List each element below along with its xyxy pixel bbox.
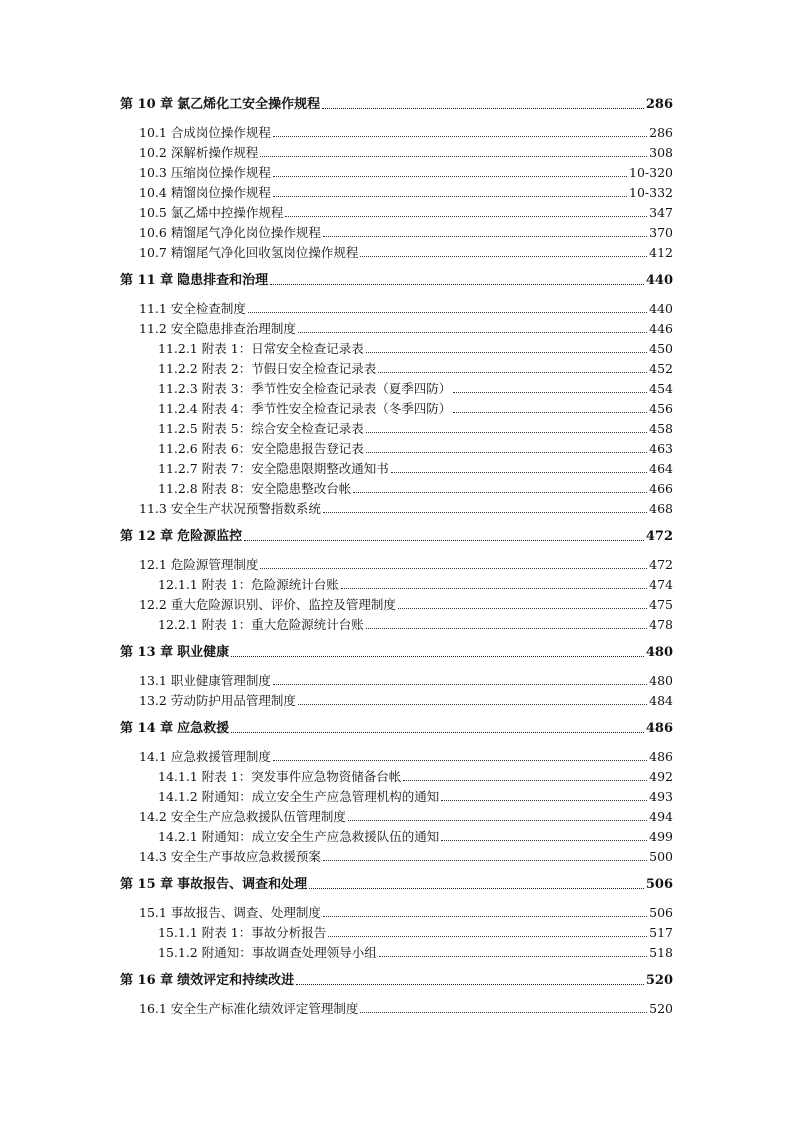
dot-leader bbox=[360, 1012, 647, 1013]
toc-entry-page-number: 475 bbox=[649, 597, 673, 612]
toc-entry-number: 11.2.5 bbox=[158, 421, 198, 436]
toc-entry[interactable] bbox=[158, 925, 673, 941]
toc-entry-title: 附通知：成立安全生产应急救援队伍的通知 bbox=[201, 829, 440, 844]
toc-entry-title: 氯乙烯中控操作规程 bbox=[170, 205, 284, 220]
dot-leader bbox=[323, 916, 647, 917]
toc-entry-title: 安全检查制度 bbox=[170, 301, 246, 316]
toc-entry-number: 11.2.2 bbox=[158, 361, 198, 376]
toc-entry-number: 14.2.1 bbox=[158, 829, 198, 844]
toc-entry-title: 隐患排查和治理 bbox=[177, 273, 269, 288]
dot-leader bbox=[366, 452, 647, 453]
toc-entry[interactable] bbox=[139, 673, 673, 689]
dot-leader bbox=[309, 888, 644, 889]
toc-entry-title: 附表 1：重大危险源统计台账 bbox=[201, 617, 364, 632]
toc-entry-page-number: 347 bbox=[649, 205, 673, 220]
toc-entry-number: 第 13 章 bbox=[120, 645, 174, 660]
dot-leader bbox=[378, 372, 647, 373]
toc-entry-page-number: 520 bbox=[649, 1001, 673, 1016]
toc-entry-page-number: 468 bbox=[649, 501, 673, 516]
dot-leader bbox=[322, 108, 644, 109]
toc-entry-page-number: 520 bbox=[645, 973, 673, 988]
toc-chapter[interactable] bbox=[120, 273, 673, 289]
toc-entry-page-number: 456 bbox=[649, 401, 673, 416]
dot-leader bbox=[273, 176, 627, 177]
toc-entry-number: 11.2.3 bbox=[158, 381, 198, 396]
toc-entry-number: 10.7 bbox=[139, 245, 167, 260]
toc-entry-number: 14.1 bbox=[139, 749, 167, 764]
toc-entry-title: 精馏尾气净化岗位操作规程 bbox=[170, 225, 321, 240]
toc-entry[interactable] bbox=[158, 461, 673, 477]
dot-leader bbox=[231, 656, 644, 657]
toc-entry-title: 应急救援 bbox=[177, 721, 230, 736]
toc-entry[interactable] bbox=[158, 769, 673, 785]
toc-entry-page-number: 10-332 bbox=[629, 185, 673, 200]
dot-leader bbox=[366, 352, 647, 353]
toc-entry[interactable] bbox=[158, 829, 673, 845]
toc-entry[interactable] bbox=[139, 301, 673, 317]
toc-chapter[interactable] bbox=[120, 529, 673, 545]
toc-entry-title: 附表 3：季节性安全检查记录表（夏季四防） bbox=[201, 381, 452, 396]
dot-leader bbox=[403, 780, 647, 781]
toc-chapter[interactable] bbox=[120, 973, 673, 989]
toc-entry-page-number: 440 bbox=[645, 273, 673, 288]
toc-entry-page-number: 463 bbox=[649, 441, 673, 456]
dot-leader bbox=[379, 956, 647, 957]
toc-entry-number: 16.1 bbox=[139, 1001, 167, 1016]
toc-chapter[interactable] bbox=[120, 721, 673, 737]
toc-entry-number: 14.2 bbox=[139, 809, 167, 824]
toc-entry[interactable] bbox=[158, 481, 673, 497]
toc-entry[interactable] bbox=[139, 185, 673, 201]
toc-entry-page-number: 412 bbox=[649, 245, 673, 260]
toc-entry-title: 安全隐患排查治理制度 bbox=[170, 321, 296, 336]
dot-leader bbox=[273, 136, 647, 137]
toc-entry-page-number: 10-320 bbox=[629, 165, 673, 180]
dot-leader bbox=[441, 840, 647, 841]
toc-entry-title: 精馏尾气净化回收氢岗位操作规程 bbox=[170, 245, 359, 260]
toc-entry[interactable] bbox=[139, 145, 673, 161]
toc-entry[interactable] bbox=[139, 245, 673, 261]
toc-entry-title: 安全生产应急救援队伍管理制度 bbox=[170, 809, 346, 824]
toc-entry-title: 重大危险源识别、评价、监控及管理制度 bbox=[170, 597, 396, 612]
toc-entry[interactable] bbox=[139, 321, 673, 337]
toc-entry-page-number: 472 bbox=[645, 529, 673, 544]
toc-entry-number: 12.1 bbox=[139, 557, 167, 572]
toc-entry[interactable] bbox=[139, 809, 673, 825]
toc-entry[interactable] bbox=[158, 945, 673, 961]
toc-entry-title: 安全生产标准化绩效评定管理制度 bbox=[170, 1001, 359, 1016]
dot-leader bbox=[244, 540, 644, 541]
toc-entry-number: 第 15 章 bbox=[120, 877, 174, 892]
toc-entry-number: 14.1.1 bbox=[158, 769, 198, 784]
toc-entry[interactable] bbox=[158, 577, 673, 593]
toc-entry[interactable] bbox=[139, 225, 673, 241]
dot-leader bbox=[328, 936, 647, 937]
toc-entry-number: 10.3 bbox=[139, 165, 167, 180]
toc-entry-number: 11.2.4 bbox=[158, 401, 198, 416]
toc-entry[interactable] bbox=[158, 617, 673, 633]
toc-entry-page-number: 506 bbox=[645, 877, 673, 892]
toc-entry-title: 附表 5：综合安全检查记录表 bbox=[201, 421, 364, 436]
toc-entry[interactable] bbox=[139, 165, 673, 181]
dot-leader bbox=[260, 568, 647, 569]
toc-entry-number: 第 10 章 bbox=[120, 97, 174, 112]
toc-entry-number: 11.3 bbox=[139, 501, 167, 516]
toc-entry-page-number: 480 bbox=[649, 673, 673, 688]
toc-entry-page-number: 446 bbox=[649, 321, 673, 336]
toc-entry-number: 11.2.6 bbox=[158, 441, 198, 456]
toc-entry-title: 绩效评定和持续改进 bbox=[177, 973, 295, 988]
toc-entry-number: 11.2.7 bbox=[158, 461, 198, 476]
toc-entry-title: 附表 4：季节性安全检查记录表（冬季四防） bbox=[201, 401, 452, 416]
dot-leader bbox=[273, 684, 647, 685]
toc-entry-title: 劳动防护用品管理制度 bbox=[170, 693, 296, 708]
toc-entry[interactable] bbox=[158, 421, 673, 437]
dot-leader bbox=[398, 608, 647, 609]
dot-leader bbox=[298, 332, 647, 333]
toc-entry-page-number: 458 bbox=[649, 421, 673, 436]
toc-entry-title: 合成岗位操作规程 bbox=[170, 125, 271, 140]
toc-chapter[interactable] bbox=[120, 877, 673, 893]
dot-leader bbox=[323, 860, 647, 861]
toc-entry-number: 15.1 bbox=[139, 905, 167, 920]
toc-entry-number: 10.4 bbox=[139, 185, 167, 200]
dot-leader bbox=[231, 732, 644, 733]
toc-entry[interactable] bbox=[158, 441, 673, 457]
toc-entry-title: 压缩岗位操作规程 bbox=[170, 165, 271, 180]
dot-leader bbox=[260, 156, 647, 157]
toc-entry-number: 10.2 bbox=[139, 145, 167, 160]
toc-entry-number: 第 11 章 bbox=[120, 273, 174, 288]
toc-entry-number: 12.2 bbox=[139, 597, 167, 612]
dot-leader bbox=[323, 512, 647, 513]
toc-entry-title: 事故报告、调查、处理制度 bbox=[170, 905, 321, 920]
toc-entry-number: 10.1 bbox=[139, 125, 167, 140]
toc-entry-page-number: 308 bbox=[649, 145, 673, 160]
toc-entry-title: 安全生产事故应急救援预案 bbox=[170, 849, 321, 864]
dot-leader bbox=[341, 588, 647, 589]
toc-entry-number: 11.2.1 bbox=[158, 341, 198, 356]
toc-entry[interactable] bbox=[158, 789, 673, 805]
dot-leader bbox=[360, 256, 647, 257]
dot-leader bbox=[298, 704, 647, 705]
toc-entry-title: 附表 1：事故分析报告 bbox=[201, 925, 327, 940]
dot-leader bbox=[323, 236, 647, 237]
toc-entry-page-number: 500 bbox=[649, 849, 673, 864]
toc-entry-title: 附表 6：安全隐患报告登记表 bbox=[201, 441, 364, 456]
dot-leader bbox=[453, 392, 647, 393]
toc-entry[interactable] bbox=[139, 205, 673, 221]
toc-entry-page-number: 517 bbox=[649, 925, 673, 940]
dot-leader bbox=[273, 196, 627, 197]
toc-entry[interactable] bbox=[139, 849, 673, 865]
toc-entry-title: 附通知：事故调查处理领导小组 bbox=[201, 945, 377, 960]
toc-entry-title: 附表 7：安全隐患限期整改通知书 bbox=[201, 461, 389, 476]
toc-entry-page-number: 486 bbox=[645, 721, 673, 736]
toc-entry-title: 职业健康管理制度 bbox=[170, 673, 271, 688]
toc-entry-page-number: 466 bbox=[649, 481, 673, 496]
toc-entry-page-number: 454 bbox=[649, 381, 673, 396]
toc-entry-number: 10.6 bbox=[139, 225, 167, 240]
toc-entry-title: 附通知：成立安全生产应急管理机构的通知 bbox=[201, 789, 440, 804]
toc-entry-title: 职业健康 bbox=[177, 645, 230, 660]
dot-leader bbox=[285, 216, 647, 217]
toc-entry[interactable] bbox=[158, 381, 673, 397]
toc-entry-page-number: 518 bbox=[649, 945, 673, 960]
toc-entry-title: 氯乙烯化工安全操作规程 bbox=[177, 97, 321, 112]
toc-entry-number: 12.2.1 bbox=[158, 617, 198, 632]
toc-entry-page-number: 452 bbox=[649, 361, 673, 376]
toc-entry-page-number: 286 bbox=[649, 125, 673, 140]
dot-leader bbox=[273, 760, 647, 761]
toc-entry[interactable] bbox=[158, 401, 673, 417]
toc-entry-page-number: 450 bbox=[649, 341, 673, 356]
dot-leader bbox=[453, 412, 647, 413]
toc-entry-title: 应急救援管理制度 bbox=[170, 749, 271, 764]
toc-entry-title: 事故报告、调查和处理 bbox=[177, 877, 308, 892]
toc-entry-number: 10.5 bbox=[139, 205, 167, 220]
toc-entry-page-number: 493 bbox=[649, 789, 673, 804]
toc-entry[interactable] bbox=[139, 749, 673, 765]
toc-entry-number: 14.1.2 bbox=[158, 789, 198, 804]
toc-entry-title: 安全生产状况预警指数系统 bbox=[170, 501, 321, 516]
toc-entry-number: 13.1 bbox=[139, 673, 167, 688]
toc-chapter[interactable] bbox=[120, 97, 673, 113]
toc-entry-page-number: 480 bbox=[645, 645, 673, 660]
dot-leader bbox=[270, 284, 644, 285]
dot-leader bbox=[348, 820, 647, 821]
dot-leader bbox=[366, 628, 647, 629]
toc-entry-page-number: 492 bbox=[649, 769, 673, 784]
toc-entry-page-number: 464 bbox=[649, 461, 673, 476]
toc-entry-title: 精馏岗位操作规程 bbox=[170, 185, 271, 200]
toc-entry-page-number: 478 bbox=[649, 617, 673, 632]
toc-entry-number: 15.1.1 bbox=[158, 925, 198, 940]
toc-entry-page-number: 506 bbox=[649, 905, 673, 920]
dot-leader bbox=[296, 984, 644, 985]
dot-leader bbox=[366, 432, 647, 433]
toc-entry-number: 第 14 章 bbox=[120, 721, 174, 736]
dot-leader bbox=[353, 492, 647, 493]
toc-entry-number: 15.1.2 bbox=[158, 945, 198, 960]
toc-entry[interactable] bbox=[139, 905, 673, 921]
toc-entry-page-number: 286 bbox=[645, 97, 673, 112]
toc-entry[interactable] bbox=[139, 1001, 673, 1017]
toc-entry-page-number: 494 bbox=[649, 809, 673, 824]
toc-entry[interactable] bbox=[158, 341, 673, 357]
toc-entry-title: 附表 1：日常安全检查记录表 bbox=[201, 341, 364, 356]
toc-entry-number: 14.3 bbox=[139, 849, 167, 864]
toc-entry-title: 危险源管理制度 bbox=[170, 557, 259, 572]
toc-entry[interactable] bbox=[139, 693, 673, 709]
toc-entry-page-number: 499 bbox=[649, 829, 673, 844]
toc-entry[interactable] bbox=[139, 501, 673, 517]
toc-entry-number: 第 16 章 bbox=[120, 973, 174, 988]
toc-entry[interactable] bbox=[139, 557, 673, 573]
toc-entry[interactable] bbox=[139, 125, 673, 141]
toc-entry[interactable] bbox=[139, 597, 673, 613]
toc-entry-page-number: 472 bbox=[649, 557, 673, 572]
toc-entry-title: 深解析操作规程 bbox=[170, 145, 259, 160]
toc-entry-title: 附表 1：危险源统计台账 bbox=[201, 577, 339, 592]
toc-entry-number: 11.2.8 bbox=[158, 481, 198, 496]
toc-entry-title: 附表 1：突发事件应急物资储备台帐 bbox=[201, 769, 402, 784]
toc-entry-page-number: 486 bbox=[649, 749, 673, 764]
dot-leader bbox=[391, 472, 647, 473]
toc-entry-title: 附表 2：节假日安全检查记录表 bbox=[201, 361, 377, 376]
toc-entry-number: 12.1.1 bbox=[158, 577, 198, 592]
toc-entry-page-number: 440 bbox=[649, 301, 673, 316]
toc-entry-number: 11.1 bbox=[139, 301, 167, 316]
toc-entry[interactable] bbox=[158, 361, 673, 377]
toc-entry-number: 11.2 bbox=[139, 321, 167, 336]
dot-leader bbox=[441, 800, 647, 801]
toc-entry-number: 13.2 bbox=[139, 693, 167, 708]
toc-entry-number: 第 12 章 bbox=[120, 529, 174, 544]
toc-entry-page-number: 474 bbox=[649, 577, 673, 592]
toc-chapter[interactable] bbox=[120, 645, 673, 661]
dot-leader bbox=[248, 312, 647, 313]
toc-entry-page-number: 370 bbox=[649, 225, 673, 240]
toc-entry-title: 附表 8：安全隐患整改台帐 bbox=[201, 481, 352, 496]
toc-entry-title: 危险源监控 bbox=[177, 529, 243, 544]
toc-entry-page-number: 484 bbox=[649, 693, 673, 708]
